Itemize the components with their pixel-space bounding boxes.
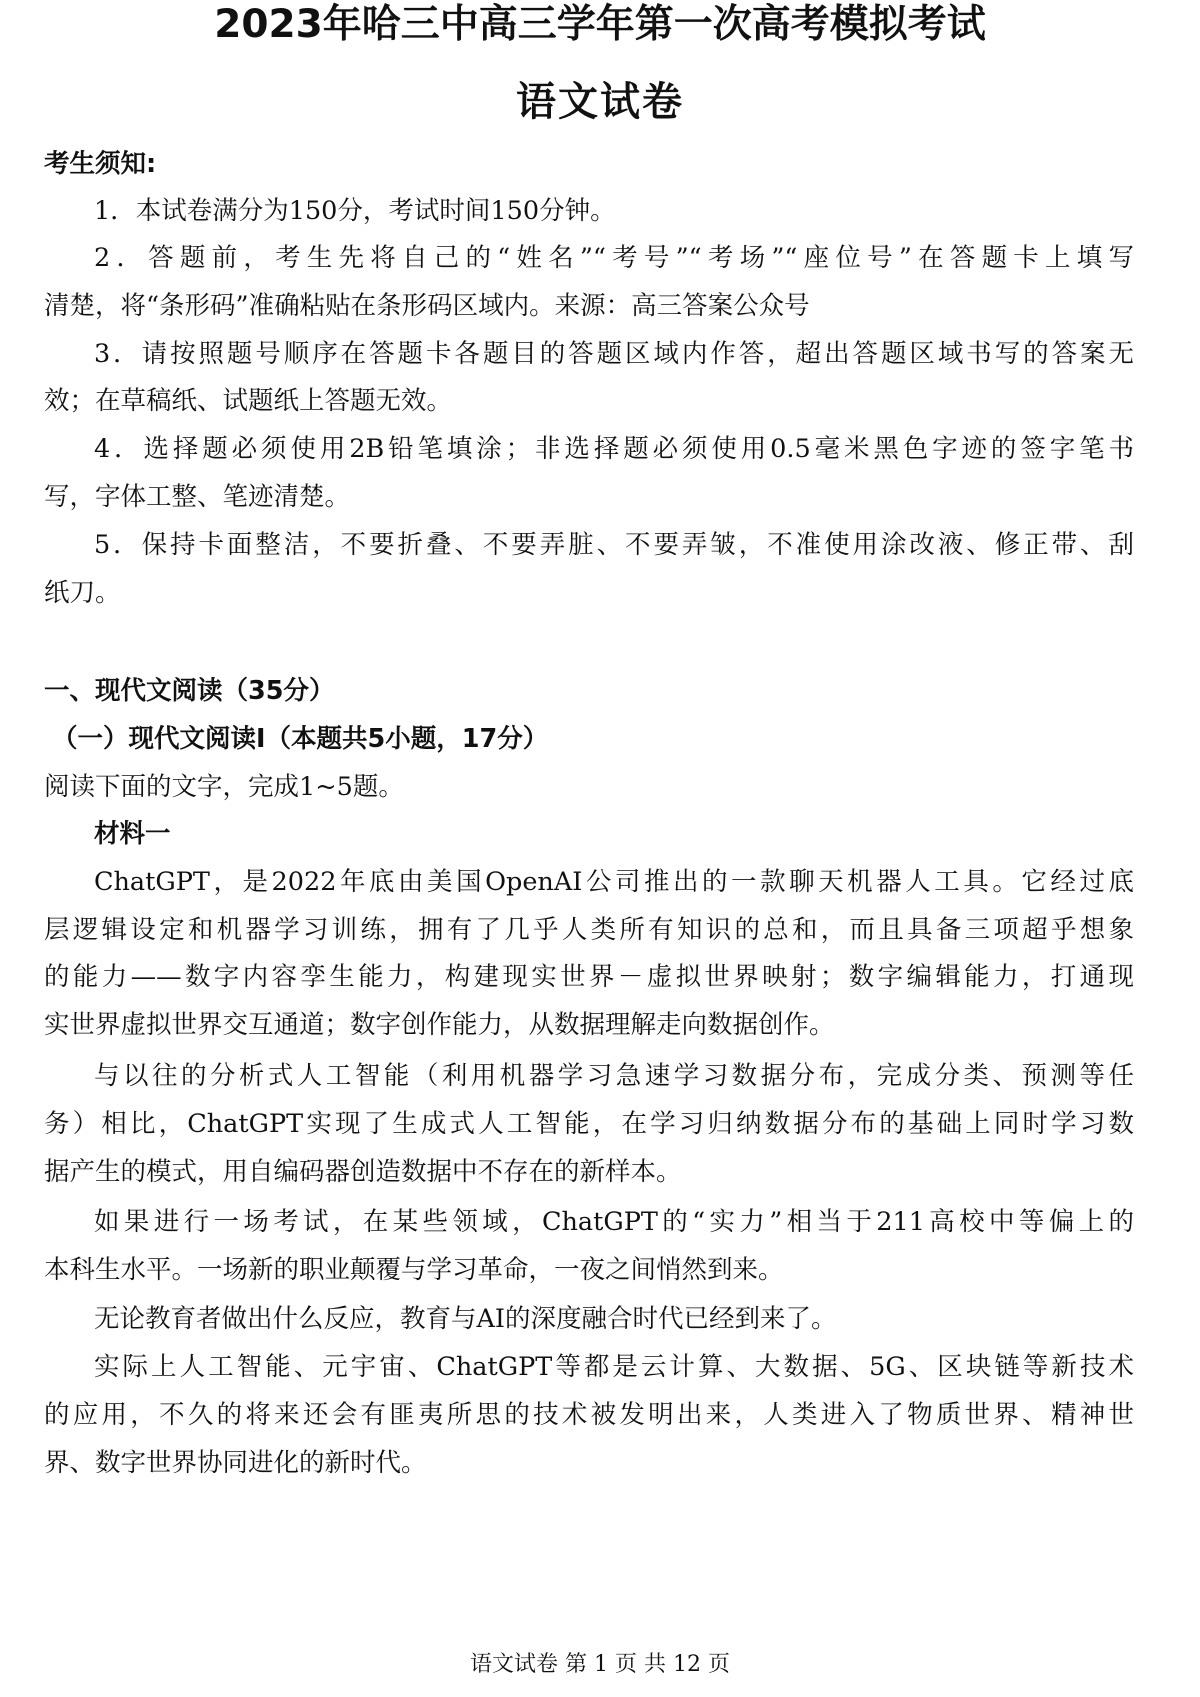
paragraph-1-line-4: 实世界虚拟世界交互通道；数字创作能力，从数据理解走向数据创作。 — [44, 1010, 835, 1040]
notice-item-4: 4．选择题必须使用2B铅笔填涂；非选择题必须使用0.5毫米黑色字迹的签字笔书 — [94, 434, 1134, 464]
paragraph-3-line-2: 本科生水平。一场新的职业颠覆与学习革命，一夜之间悄然到来。 — [44, 1255, 784, 1285]
material-label: 材料一 — [94, 819, 171, 849]
paragraph-2-line-3: 据产生的模式，用自编码器创造数据中不存在的新样本。 — [44, 1157, 682, 1187]
notice-item-5-cont: 纸刀。 — [44, 578, 121, 608]
paragraph-5-line-3: 界、数字世界协同进化的新时代。 — [44, 1448, 427, 1478]
notice-item-2-cont: 清楚，将“条形码”准确粘贴在条形码区域内。来源：高三答案公众号 — [44, 291, 810, 321]
notice-item-3: 3．请按照题号顺序在答题卡各题目的答题区域内作答，超出答题区域书写的答案无 — [94, 339, 1134, 369]
paragraph-1-line-2: 层逻辑设定和机器学习训练，拥有了几乎人类所有知识的总和，而且具备三项超乎想象 — [44, 915, 1134, 945]
page-footer: 语文试卷 第 1 页 共 12 页 — [470, 1652, 730, 1677]
paragraph-5-line-1: 实际上人工智能、元宇宙、ChatGPT等都是云计算、大数据、5G、区块链等新技术 — [94, 1352, 1134, 1382]
paragraph-3-line-1: 如果进行一场考试，在某些领域，ChatGPT的“实力”相当于211高校中等偏上的 — [94, 1207, 1134, 1237]
notice-item-1: 1．本试卷满分为150分，考试时间150分钟。 — [94, 196, 616, 226]
section-heading: 一、现代文阅读（35分） — [44, 676, 335, 706]
notice-item-3-cont: 效；在草稿纸、试题纸上答题无效。 — [44, 386, 453, 416]
exam-subtitle: 语文试卷 — [516, 79, 684, 125]
paragraph-1-line-1: ChatGPT，是2022年底由美国OpenAI公司推出的一款聊天机器人工具。它经过底 — [94, 867, 1134, 897]
exam-title: 2023年哈三中高三学年第一次高考模拟考试 — [214, 2, 986, 47]
paragraph-4-line-1: 无论教育者做出什么反应，教育与AI的深度融合时代已经到来了。 — [94, 1304, 837, 1334]
notice-heading: 考生须知: — [44, 149, 157, 179]
notice-item-2: 2．答题前，考生先将自己的“姓名”“考号”“考场”“座位号”在答题卡上填写 — [94, 243, 1134, 273]
paragraph-5-line-2: 的应用，不久的将来还会有匪夷所思的技术被发明出来，人类进入了物质世界、精神世 — [44, 1400, 1134, 1430]
reading-instruction: 阅读下面的文字，完成1~5题。 — [44, 772, 404, 802]
subsection-heading: （一）现代文阅读Ⅰ（本题共5小题，17分） — [52, 724, 549, 754]
notice-item-5: 5．保持卡面整洁，不要折叠、不要弄脏、不要弄皱，不准使用涂改液、修正带、刮 — [94, 530, 1134, 560]
notice-item-4-cont: 写，字体工整、笔迹清楚。 — [44, 482, 351, 512]
paragraph-1-line-3: 的能力——数字内容孪生能力，构建现实世界－虚拟世界映射；数字编辑能力，打通现 — [44, 962, 1134, 992]
paragraph-2-line-1: 与以往的分析式人工智能（利用机器学习急速学习数据分布，完成分类、预测等任 — [94, 1061, 1134, 1091]
paragraph-2-line-2: 务）相比，ChatGPT实现了生成式人工智能，在学习归纳数据分布的基础上同时学习数 — [44, 1109, 1134, 1139]
